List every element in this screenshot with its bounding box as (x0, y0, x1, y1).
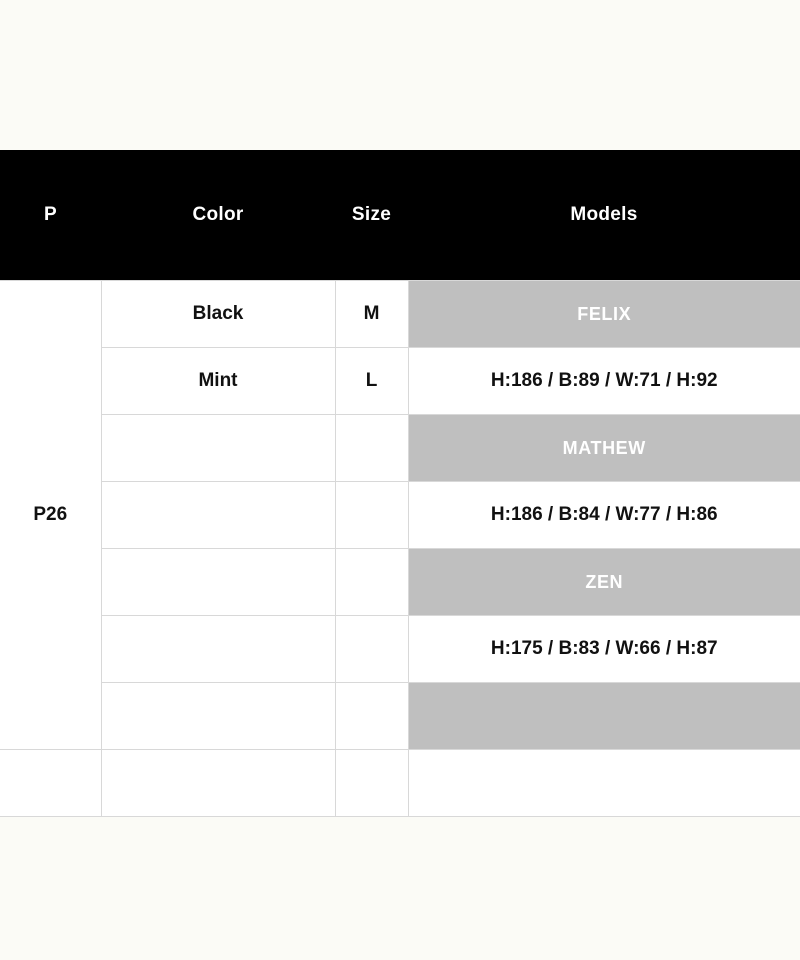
color-cell (101, 750, 335, 817)
color-cell (101, 616, 335, 683)
size-cell (335, 415, 408, 482)
size-cell (335, 683, 408, 750)
size-cell (335, 616, 408, 683)
table-row (0, 616, 800, 683)
model-measurements-cell: H:186 / B:84 / W:77 / H:86 (408, 482, 800, 549)
size-cell: L (335, 348, 408, 415)
size-cell (335, 549, 408, 616)
product-code-cell: P26 (0, 281, 101, 750)
table-row (0, 482, 800, 549)
product-spec-table (0, 150, 800, 817)
model-name-cell: MATHEW (408, 415, 800, 482)
product-code-cell-empty (0, 750, 101, 817)
model-measurements-cell (408, 750, 800, 817)
table-row (0, 750, 800, 817)
size-cell (335, 750, 408, 817)
color-cell (101, 549, 335, 616)
model-name-cell: FELIX (408, 281, 800, 348)
table-row (0, 415, 800, 482)
model-measurements-cell: H:175 / B:83 / W:66 / H:87 (408, 616, 800, 683)
table-row (0, 683, 800, 750)
size-cell (335, 482, 408, 549)
color-cell (101, 683, 335, 750)
column-header-models: Models (408, 150, 800, 281)
column-header-color: Color (101, 150, 335, 281)
color-cell (101, 415, 335, 482)
model-name-cell (408, 683, 800, 750)
table-row (0, 549, 800, 616)
color-cell (101, 482, 335, 549)
color-cell: Mint (101, 348, 335, 415)
table-header-row (0, 150, 800, 281)
table-row (0, 348, 800, 415)
model-name-cell: ZEN (408, 549, 800, 616)
color-cell: Black (101, 281, 335, 348)
spec-table-container (0, 150, 800, 817)
model-measurements-cell: H:186 / B:89 / W:71 / H:92 (408, 348, 800, 415)
size-cell: M (335, 281, 408, 348)
table-row (0, 281, 800, 348)
column-header-size: Size (335, 150, 408, 281)
column-header-p: P (0, 150, 101, 281)
